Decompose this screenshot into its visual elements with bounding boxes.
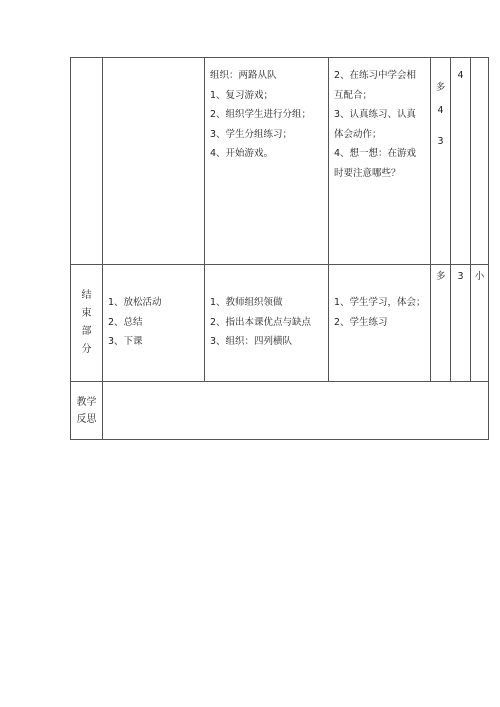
organization-line: 2、指出本课优点与缺点 (210, 316, 312, 328)
organization-cell (205, 58, 329, 265)
organization-cell (205, 265, 329, 382)
frequency-cell (431, 58, 451, 265)
intensity-cell (471, 58, 489, 265)
student-activity-line: 3、认真练习、认真体会动作； (334, 109, 417, 140)
table-row (71, 382, 489, 440)
section-label-char: 束 (81, 308, 92, 319)
content-cell (103, 265, 205, 382)
reflection-label-line: 教学 (76, 396, 97, 408)
content-line: 1、放松活动 (108, 297, 162, 308)
section-label-char: 分 (81, 344, 92, 355)
student-activity-line: 2、学生练习 (334, 316, 388, 328)
frequency-value: 多 (435, 82, 446, 93)
table-row (71, 58, 489, 265)
reflection-label-line: 反思 (76, 413, 97, 425)
time-cell (451, 58, 471, 265)
organization-line: 1、教师组织领做 (210, 297, 283, 308)
time-value: 3 (457, 271, 464, 282)
frequency-cell (431, 265, 451, 382)
organization-line: 组织：两路从队 (210, 70, 277, 81)
intensity-cell (471, 265, 489, 382)
student-activity-cell (329, 58, 431, 265)
lesson-plan-table (70, 57, 489, 440)
content-line: 3、下课 (108, 336, 143, 347)
student-activity-line: 2、在练习中学会相互配合； (334, 70, 417, 101)
section-label-cell (71, 58, 103, 265)
student-activity-line: 1、学生学习，体会； (334, 297, 426, 308)
organization-line: 4、开始游戏。 (210, 148, 274, 159)
reflection-label (71, 382, 103, 440)
frequency-value: 多 (436, 271, 446, 282)
organization-line: 3、组织：四列横队 (210, 336, 293, 347)
content-cell (103, 58, 205, 265)
table-row (71, 265, 489, 382)
section-label-char: 结 (81, 290, 92, 301)
reflection-content[interactable] (103, 382, 489, 440)
time-cell (451, 265, 471, 382)
content-line: 2、总结 (108, 316, 143, 328)
intensity-value: 小 (474, 271, 485, 282)
frequency-value: 3 (437, 136, 444, 147)
student-activity-cell (329, 265, 431, 382)
organization-line: 3、学生分组练习； (210, 128, 293, 140)
time-value: 4 (457, 70, 464, 81)
organization-line: 1、复习游戏； (210, 89, 274, 101)
student-activity-line: 4、想一想：在游戏时要注意哪些？ (334, 148, 417, 179)
section-label-char: 部 (81, 326, 92, 337)
section-label-ending (71, 265, 103, 382)
organization-line: 2、组织学生进行分组； (210, 109, 312, 120)
frequency-value: 4 (437, 105, 444, 116)
